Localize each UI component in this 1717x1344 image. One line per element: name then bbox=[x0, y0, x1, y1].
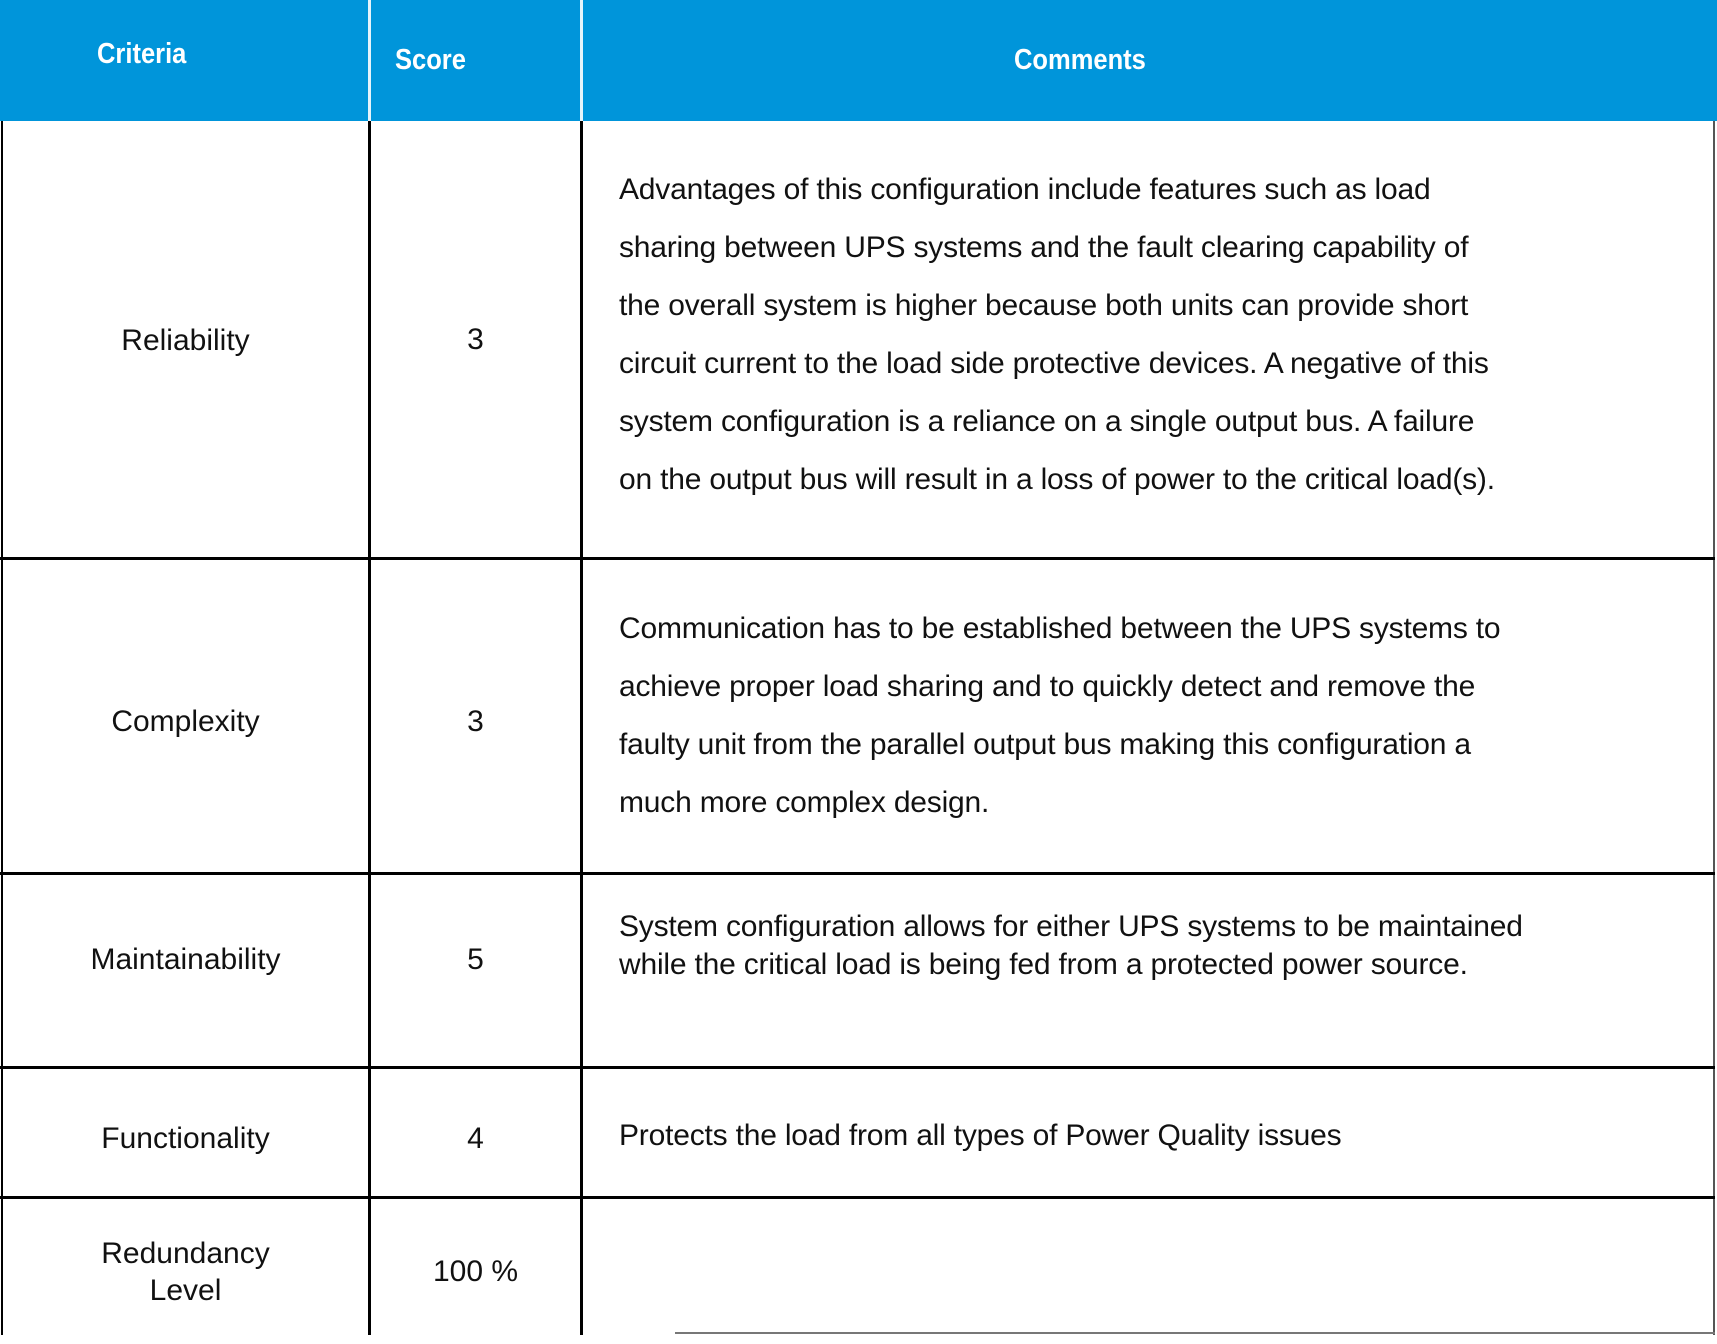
comments-cell: System configuration allows for either UPS systems to be maintained while the critical load is being fed from a protected power source. bbox=[619, 910, 1523, 981]
score-cell: 4 bbox=[467, 1121, 484, 1155]
comments-cell: Communication has to be established between the UPS systems to achieve proper load sharing and to quickly detect and remove the faulty unit from the parallel output bus making this configuration a much more complex design. bbox=[619, 612, 1501, 819]
cut-off-border bbox=[675, 1332, 1715, 1334]
criteria-cell: Maintainability bbox=[90, 942, 281, 976]
column-divider bbox=[580, 121, 583, 1335]
header-score: Score bbox=[395, 44, 466, 76]
comments-cell: Advantages of this configuration include features such as load sharing between UPS systems and the fault clearing capability of the overall system is higher because both units can provide short circuit current to the load side protective devices. A negative of this system configuration is a reliance on a single output bus. A failure on the output bus will result in a loss of power to the critical load(s). bbox=[619, 173, 1495, 496]
header-divider bbox=[368, 0, 371, 121]
header-criteria: Criteria bbox=[97, 38, 187, 70]
score-cell: 3 bbox=[467, 322, 484, 356]
criteria-cell: Redundancy Level bbox=[101, 1236, 270, 1307]
table-header bbox=[0, 0, 1717, 121]
criteria-cell: Complexity bbox=[111, 704, 260, 738]
header-comments: Comments bbox=[1014, 44, 1146, 76]
criteria-cell: Functionality bbox=[101, 1121, 270, 1155]
table-border-right bbox=[1713, 121, 1715, 1335]
score-cell: 5 bbox=[467, 942, 484, 976]
score-cell: 3 bbox=[467, 704, 484, 738]
score-cell: 100 % bbox=[432, 1255, 519, 1288]
header-divider bbox=[580, 0, 583, 121]
comments-cell: Protects the load from all types of Power Quality issues bbox=[619, 1119, 1342, 1152]
criteria-cell: Reliability bbox=[121, 324, 250, 357]
